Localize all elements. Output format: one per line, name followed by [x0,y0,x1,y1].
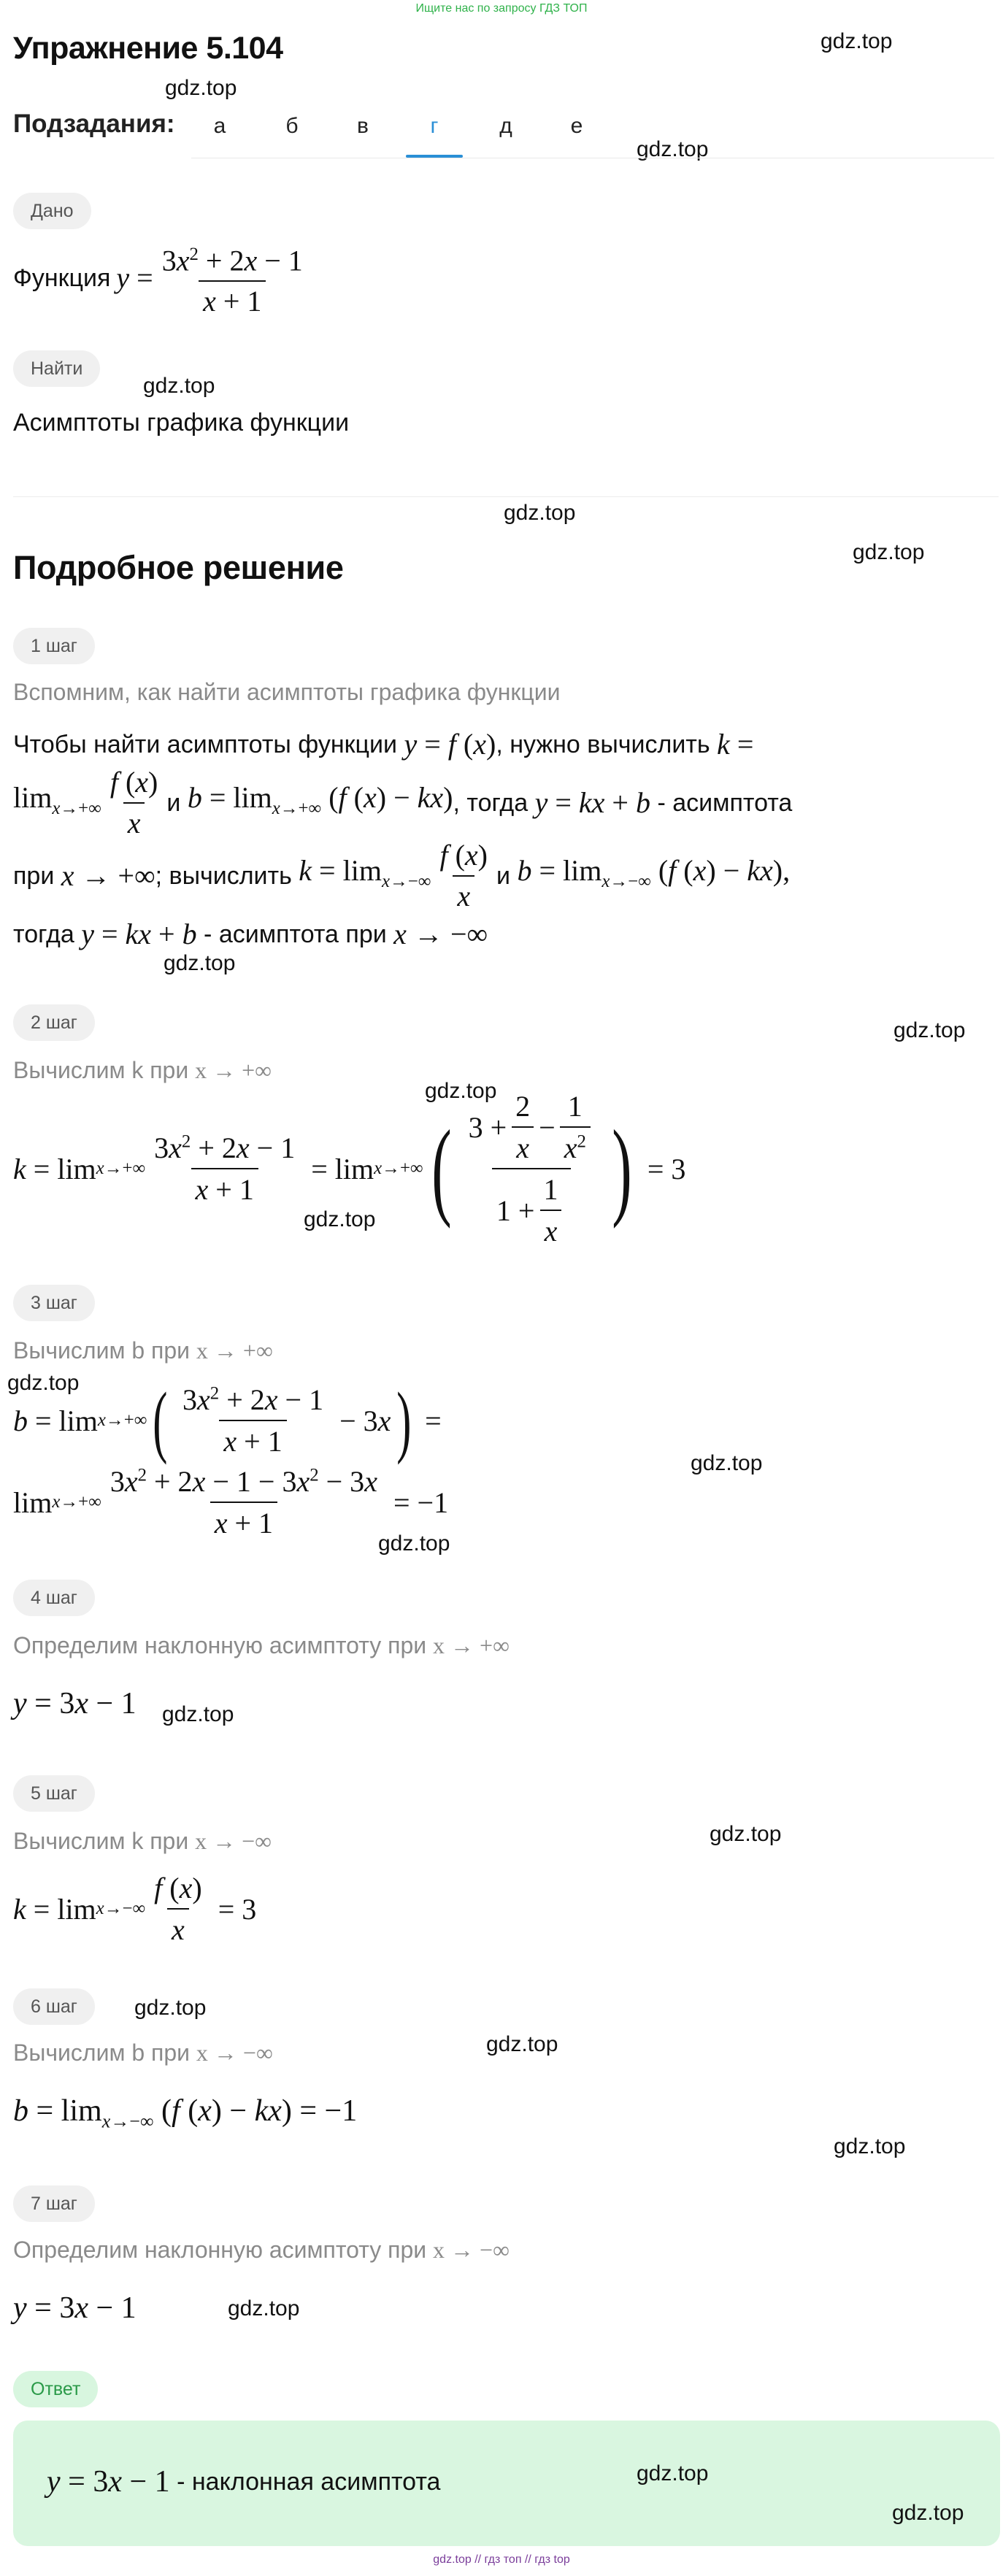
watermark: gdz.top [637,2461,709,2485]
step-pill: 4 шаг [13,1580,95,1616]
tab-e[interactable]: е [570,114,583,138]
watermark: gdz.top [486,2032,558,2056]
watermark: gdz.top [894,1018,966,1042]
watermark: gdz.top [834,2134,906,2158]
find-text: Асимптоты графика функции [13,409,350,437]
watermark: gdz.top [504,501,576,525]
given-pill: Дано [13,193,91,229]
watermark: gdz.top [7,1371,80,1395]
step-pill: 1 шаг [13,628,95,664]
tab-b[interactable]: б [285,114,299,138]
given-prefix: Функция [13,264,111,292]
step-pill: 7 шаг [13,2185,95,2222]
step-7-formula: y = 3x − 1 [13,2291,137,2325]
subtasks-label: Подзадания: [13,109,175,138]
step-pill: 3 шаг [13,1285,95,1321]
step-pill: 6 шаг [13,1988,95,2025]
step-4-formula: y = 3x − 1 [13,1687,137,1720]
given-formula: Функция y = $\frac{3x^2 + 2x - 1}{x + 1}$ [13,244,303,318]
solution-title: Подробное решение [13,549,344,586]
step-pill: 2 шаг [13,1004,95,1041]
watermark: gdz.top [691,1451,763,1475]
step-2-formula: k = lim x →+∞ $\frac{3x^2 + 2x - 1}{x + 1}$ = lim x →+∞ ( 3 + $\frac{2}{x}$ − $\frac{1}{x^2}$ 1 + $\frac{1}{x}$ ) = 3 [13,1090,686,1247]
watermark: gdz.top [134,1996,207,2020]
watermark: gdz.top [164,951,236,975]
step-caption: Вычислим k при x → +∞ [13,1057,272,1083]
tab-d[interactable]: д [499,114,512,138]
tab-g[interactable]: г [430,114,439,138]
step-1-body: Чтобы найти асимптоты функции y = f (x) , нужно вычислить k = $\lim_{x\to+\infty}$ $\frac{f (x)}{x}$ и $b = \lim_{x\to+\infty} (f$ (x) − kx) , тогда y = kx + b - асимптота при x → +∞ ; вычислить $k = \lim_{x\to-\infty}$ $\frac{f (x)}{x}$ и $b = \lim_{x\to-\infty} (f$ (x) − kx), тогда y = kx + b - асимптота при x → −∞ [13,728,793,950]
find-pill: Найти [13,350,100,387]
watermark: gdz.top [143,374,215,398]
tab-v[interactable]: в [357,114,369,138]
watermark: gdz.top [378,1531,450,1556]
watermark: gdz.top [165,76,237,100]
step-caption: Вспомним, как найти асимптоты графика функции [13,679,561,705]
step-6-formula: $b = \lim_{x\to-\infty} (f$ (x) − kx) = −1 [13,2094,358,2132]
watermark: gdz.top [892,2501,964,2525]
step-caption: Вычислим b при x → +∞ [13,1337,273,1364]
step-3-formula: b = lim x →+∞ ( $\frac{3x^2 + 2x - 1}{x + 1}$ − 3 x ) = lim x →+∞ $\frac{3x^2 + 2x - 1 - 3x^2 - 3x}{x + 1}$ = −1 [13,1376,449,1539]
step-5-formula: k = lim x →−∞ $\frac{f (x)}{x}$ = 3 [13,1872,257,1946]
watermark: gdz.top [162,1702,234,1726]
watermark: gdz.top [821,29,893,53]
step-caption: Определим наклонную асимптоту при x → +∞ [13,1632,510,1658]
tab-a[interactable]: а [213,114,226,138]
subtask-tabs [191,109,994,158]
step-caption: Вычислим b при x → −∞ [13,2039,273,2066]
watermark: gdz.top [228,2296,300,2321]
footer-links[interactable]: gdz.top // гдз топ // гдз top [433,2553,570,2566]
active-tab-indicator [406,155,463,158]
watermark: gdz.top [853,540,925,564]
page-title: Упражнение 5.104 [13,31,283,66]
watermark: gdz.top [637,137,709,161]
step-caption: Вычислим k при x → −∞ [13,1828,272,1854]
step-pill: 5 шаг [13,1775,95,1812]
watermark: gdz.top [710,1822,782,1846]
answer-text: y = 3x − 1 - наклонная асимптота [47,2465,441,2499]
top-banner[interactable]: Ищите нас по запросу ГДЗ ТОП [415,2,588,15]
watermark: gdz.top [304,1207,376,1231]
step-caption: Определим наклонную асимптоту при x → −∞ [13,2237,510,2263]
watermark: gdz.top [425,1079,497,1103]
divider [13,496,999,497]
answer-pill: Ответ [13,2371,98,2407]
